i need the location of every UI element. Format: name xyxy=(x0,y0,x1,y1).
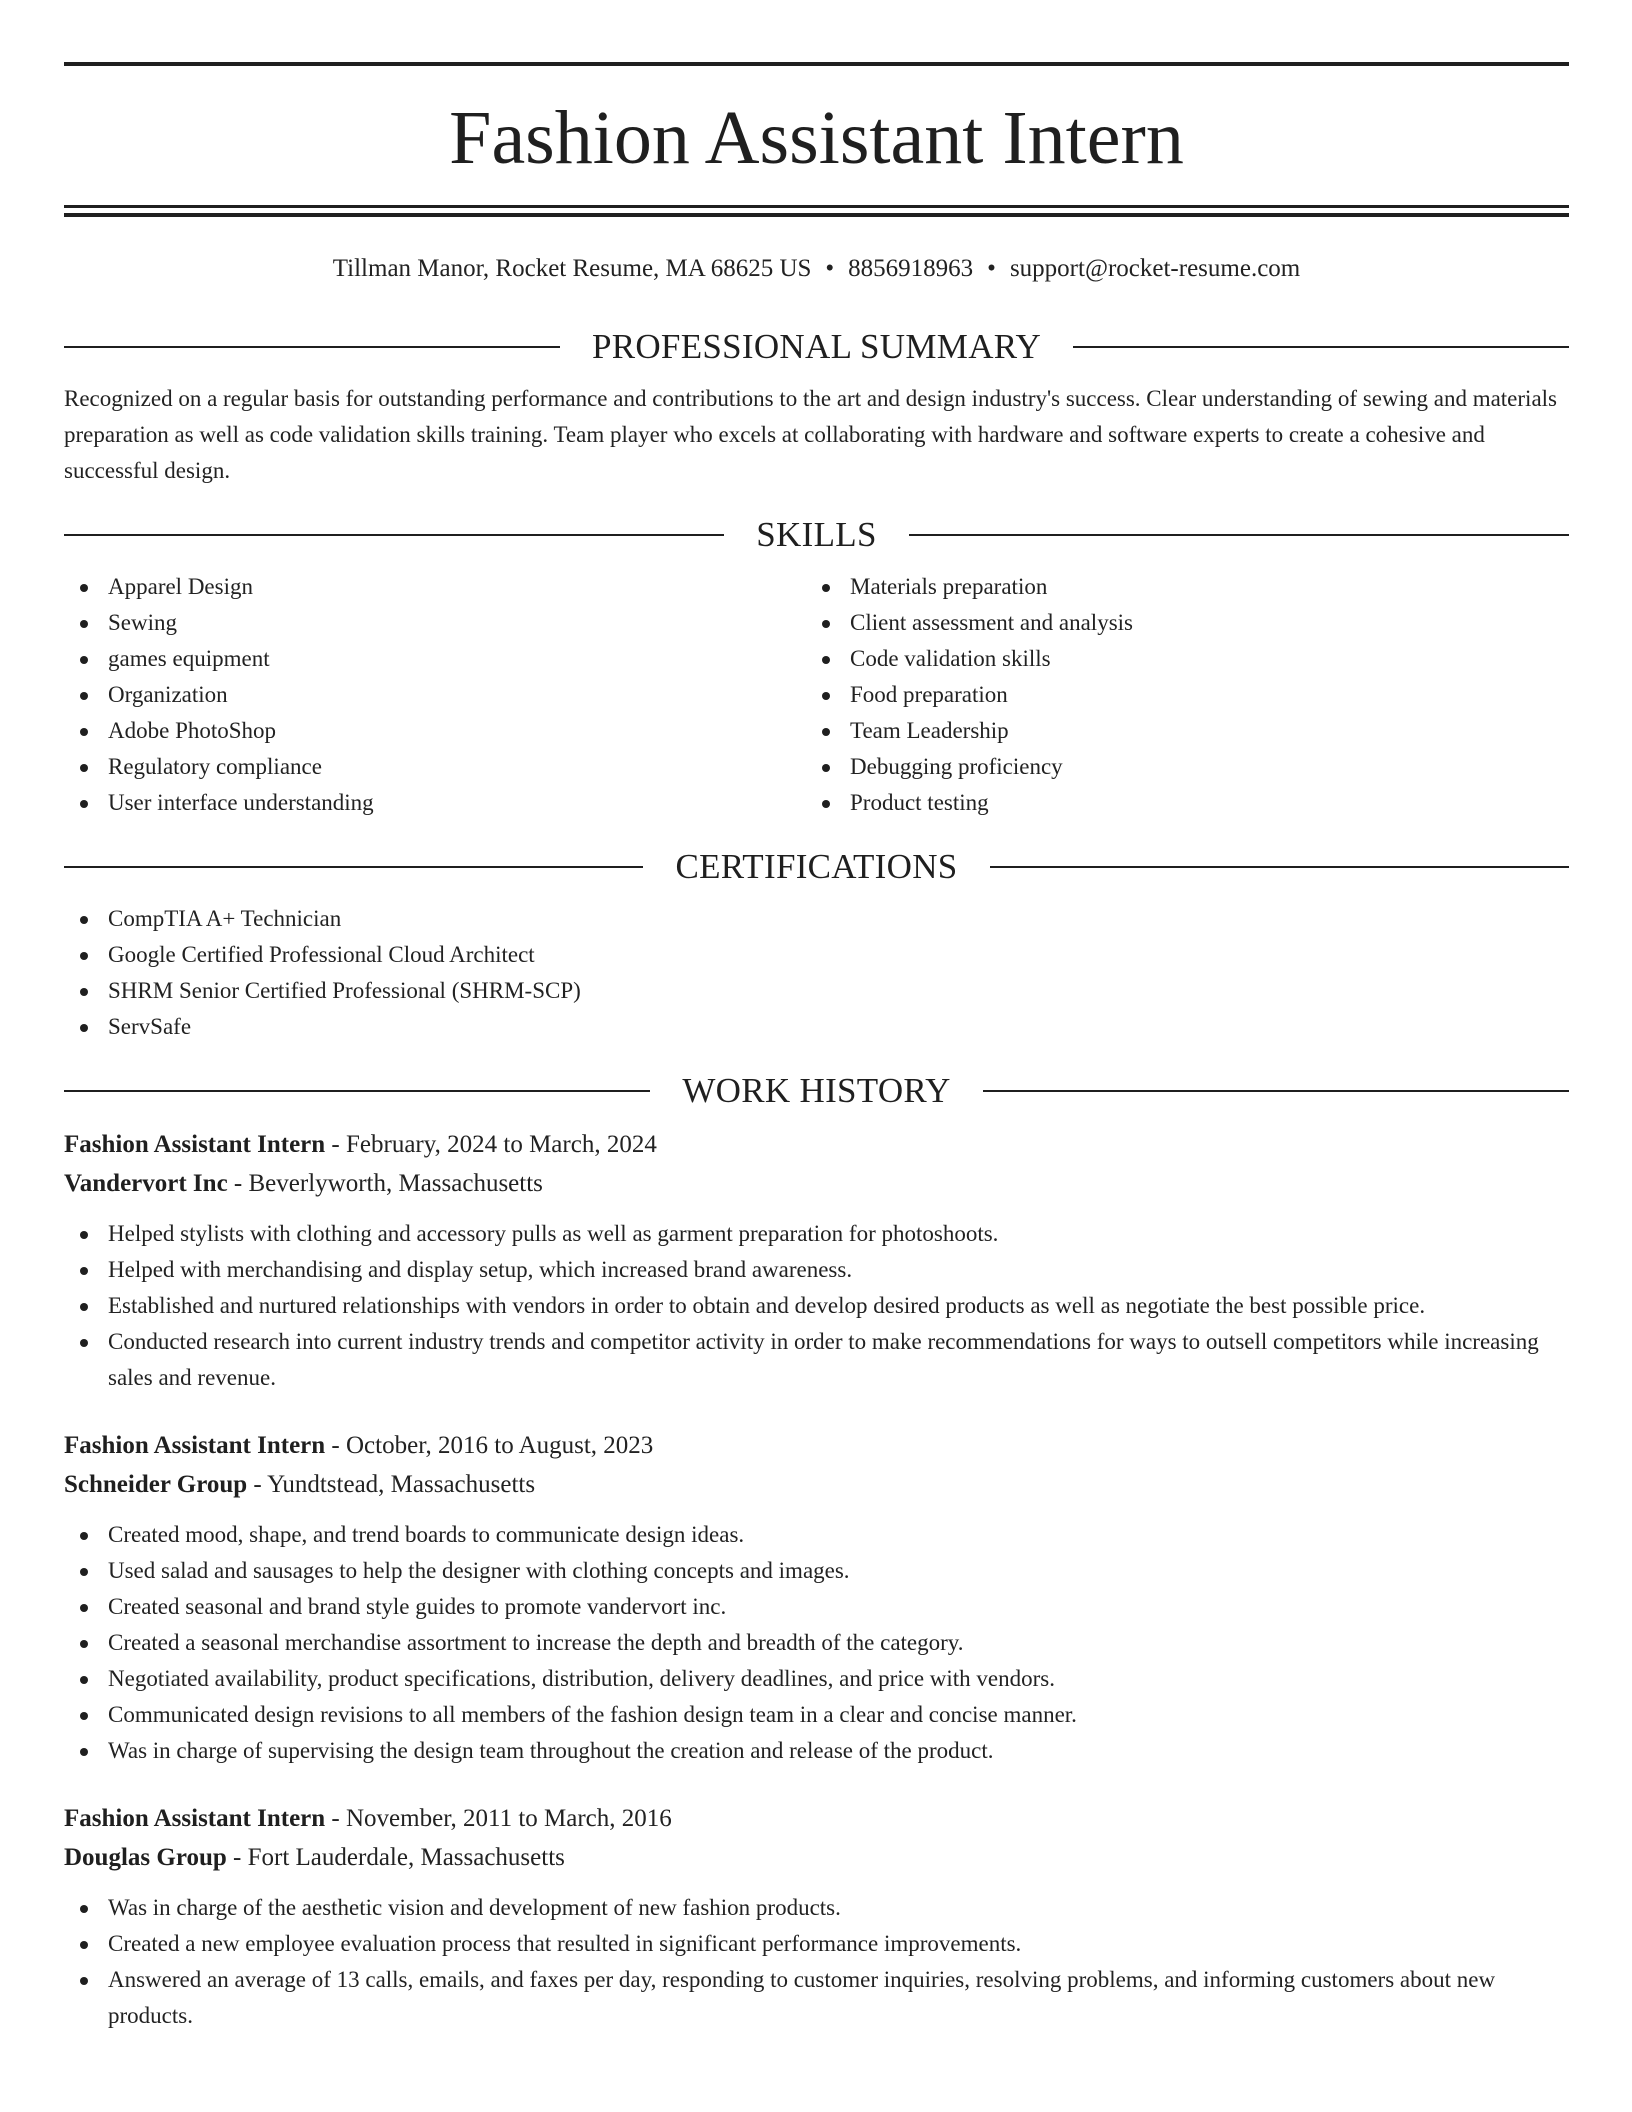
skill-item: Debugging proficiency xyxy=(806,749,1548,785)
job-bullet: Created seasonal and brand style guides to promote vandervort inc. xyxy=(64,1589,1569,1625)
job-title: Fashion Assistant Intern xyxy=(64,1131,326,1158)
contact-separator: • xyxy=(987,255,996,282)
job-bullet: Communicated design revisions to all members of the fashion design team in a clear and concise manner. xyxy=(64,1697,1569,1733)
job-company-line: Schneider Group - Yundtstead, Massachusetts xyxy=(64,1471,536,1498)
skills-heading: SKILLS xyxy=(756,515,877,554)
resume-name: Fashion Assistant Intern xyxy=(449,96,1184,180)
job-bullet: Answered an average of 13 calls, emails, and faxes per day, responding to customer inquiries, resolving problems, and informing customers about new products. xyxy=(64,1962,1569,2034)
job-company: Douglas Group xyxy=(64,1844,227,1871)
heading-rule-right xyxy=(990,866,1569,868)
job-bullet: Conducted research into current industry trends and competitor activity in order to make recommendations for ways to outsell competitors while increasing sales and revenue. xyxy=(64,1324,1569,1396)
job-bullets xyxy=(64,1216,1569,1396)
job-title: Fashion Assistant Intern xyxy=(64,1805,326,1832)
job-bullet: Used salad and sausages to help the designer with clothing concepts and images. xyxy=(64,1553,1569,1589)
job-entry xyxy=(64,1799,1569,2034)
certification-item: Google Certified Professional Cloud Architect xyxy=(64,937,1569,973)
skill-item: Food preparation xyxy=(806,677,1548,713)
job-title-line: Fashion Assistant Intern - November, 2011 to March, 2016 xyxy=(64,1805,672,1832)
skill-item: Regulatory compliance xyxy=(64,749,806,785)
job-entry xyxy=(64,1125,1569,1396)
name-double-rule xyxy=(64,205,1569,217)
job-company: Schneider Group xyxy=(64,1471,248,1498)
heading-rule-right xyxy=(909,534,1569,536)
skills-list-right xyxy=(806,569,1548,821)
certification-item: CompTIA A+ Technician xyxy=(64,901,1569,937)
job-bullet: Created mood, shape, and trend boards to communicate design ideas. xyxy=(64,1517,1569,1553)
summary-text: Recognized on a regular basis for outstanding performance and contributions to the art and design industry's success. Clear understanding of sewing and materials preparation as well as code validation skills training. Team player who excels at collaborating with hardware and software experts to create a cohesive and successful design. xyxy=(64,386,1557,483)
heading-rule-left xyxy=(64,1090,650,1092)
skill-item: games equipment xyxy=(64,641,806,677)
skill-item: Organization xyxy=(64,677,806,713)
work-section-heading xyxy=(64,1069,1569,1113)
job-company-line: Vandervort Inc - Beverlyworth, Massachusetts xyxy=(64,1170,543,1197)
job-dates: October, 2016 to August, 2023 xyxy=(346,1432,654,1459)
skill-item: Materials preparation xyxy=(806,569,1548,605)
job-dates: February, 2024 to March, 2024 xyxy=(346,1131,657,1158)
contact-address: Tillman Manor, Rocket Resume, MA 68625 US xyxy=(332,255,812,282)
skill-item: Code validation skills xyxy=(806,641,1548,677)
job-bullet: Negotiated availability, product specifications, distribution, delivery deadlines, and price with vendors. xyxy=(64,1661,1569,1697)
job-bullet: Was in charge of supervising the design team throughout the creation and release of the product. xyxy=(64,1733,1569,1769)
job-dates: November, 2011 to March, 2016 xyxy=(346,1805,672,1832)
contact-line xyxy=(64,254,1569,284)
skill-item: User interface understanding xyxy=(64,785,806,821)
certifications-section-heading xyxy=(64,845,1569,889)
job-location: Fort Lauderdale, Massachusetts xyxy=(247,1844,565,1871)
job-bullet: Helped stylists with clothing and accessory pulls as well as garment preparation for photoshoots. xyxy=(64,1216,1569,1252)
contact-phone: 8856918963 xyxy=(848,255,974,282)
summary-heading: PROFESSIONAL SUMMARY xyxy=(591,327,1042,366)
job-bullet: Established and nurtured relationships with vendors in order to obtain and develop desired products as well as negotiate the best possible price. xyxy=(64,1288,1569,1324)
work-heading: WORK HISTORY xyxy=(682,1071,951,1110)
job-bullet: Created a seasonal merchandise assortment to increase the depth and breadth of the category. xyxy=(64,1625,1569,1661)
summary-section-heading xyxy=(64,325,1569,369)
contact-separator: • xyxy=(825,255,835,282)
skill-item: Client assessment and analysis xyxy=(806,605,1548,641)
skills-grid xyxy=(64,569,1569,821)
heading-rule-right xyxy=(983,1090,1569,1092)
skill-item: Product testing xyxy=(806,785,1548,821)
skills-list-left xyxy=(64,569,806,821)
job-company-line: Douglas Group - Fort Lauderdale, Massachusetts xyxy=(64,1844,565,1871)
skill-item: Adobe PhotoShop xyxy=(64,713,806,749)
certification-item: ServSafe xyxy=(64,1009,1569,1045)
job-bullets xyxy=(64,1517,1569,1769)
certifications-list xyxy=(64,901,1569,1045)
job-bullet: Created a new employee evaluation process that resulted in significant performance improvements. xyxy=(64,1926,1569,1962)
certifications-heading: CERTIFICATIONS xyxy=(675,847,958,886)
job-bullets xyxy=(64,1890,1569,2034)
skills-section-heading xyxy=(64,513,1569,557)
contact-email: support@rocket-resume.com xyxy=(1009,255,1301,282)
skill-item: Sewing xyxy=(64,605,806,641)
certification-item: SHRM Senior Certified Professional (SHRM-SCP) xyxy=(64,973,1569,1009)
job-company: Vandervort Inc xyxy=(64,1170,228,1197)
job-location: Beverlyworth, Massachusetts xyxy=(248,1170,543,1197)
skill-item: Team Leadership xyxy=(806,713,1548,749)
resume-page xyxy=(64,62,1569,2034)
heading-rule-left xyxy=(64,534,724,536)
job-bullet: Helped with merchandising and display setup, which increased brand awareness. xyxy=(64,1252,1569,1288)
skill-item: Apparel Design xyxy=(64,569,806,605)
heading-rule-left xyxy=(64,346,560,348)
job-location: Yundtstead, Massachusetts xyxy=(267,1471,536,1498)
job-title-line: Fashion Assistant Intern - February, 2024 to March, 2024 xyxy=(64,1131,657,1158)
job-title: Fashion Assistant Intern xyxy=(64,1432,326,1459)
job-title-line: Fashion Assistant Intern - October, 2016 to August, 2023 xyxy=(64,1432,654,1459)
heading-rule-right xyxy=(1073,346,1569,348)
job-entry xyxy=(64,1426,1569,1769)
heading-rule-left xyxy=(64,866,643,868)
job-bullet: Was in charge of the aesthetic vision and development of new fashion products. xyxy=(64,1890,1569,1926)
